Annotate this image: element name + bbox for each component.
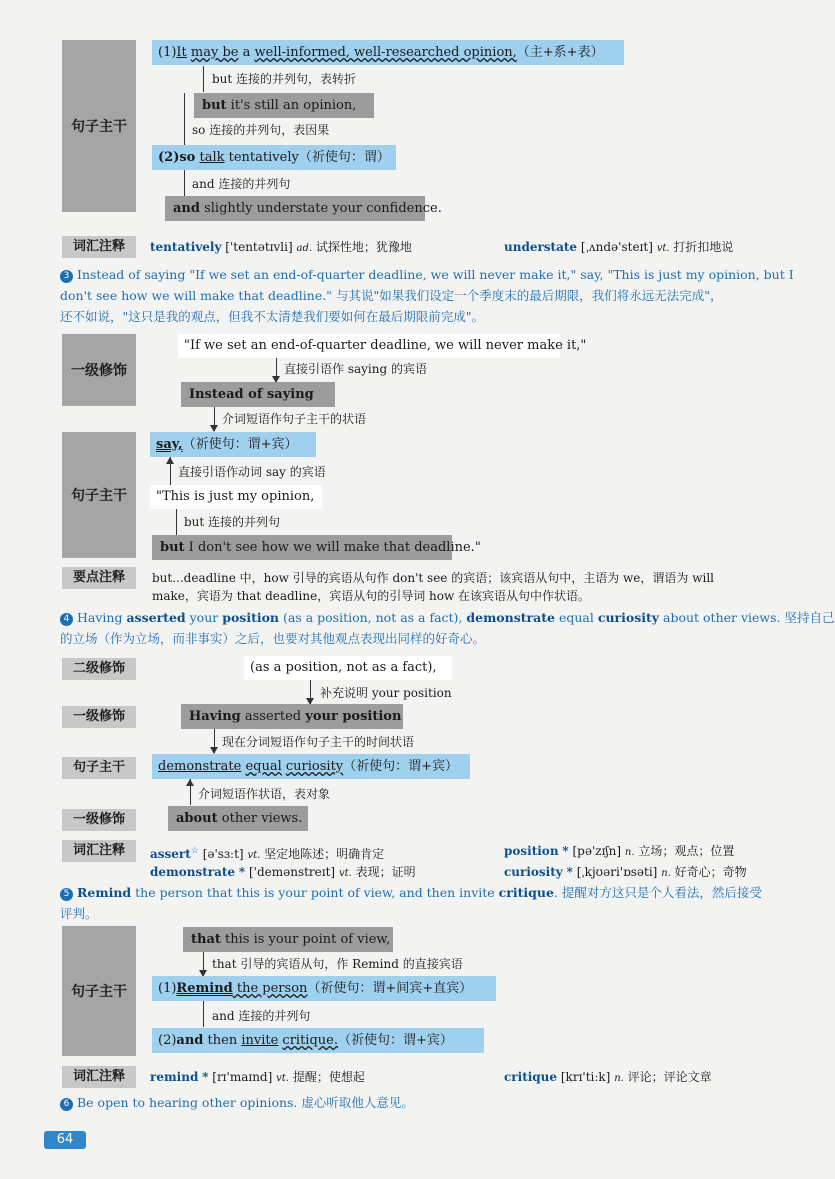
connector-line: [176, 509, 177, 535]
annotation: 补充说明 your position: [320, 686, 452, 700]
clause-but: but it's still an opinion,: [194, 93, 374, 118]
arrow: [186, 779, 194, 786]
annotation: and 连接的并列句: [212, 1009, 311, 1023]
annotation: 现在分词短语作句子主干的时间状语: [222, 735, 415, 749]
sentence-3: 3 Instead of saying "If we set an end-of-quarter deadline, we will never make it," say, "This is just my opinion, but I don't see how we will make that deadline." 与其说"如果我们设定一个季度末的最后期限，我们将永远无法完成"， 还不如说，"这只是我的观点，但我不太清楚我们要如何在最后期限前完成"。: [60, 267, 794, 324]
connector-line: [203, 1001, 204, 1027]
quote-clause: "This is just my opinion,: [150, 485, 322, 509]
subject-it: It: [176, 45, 187, 60]
annotation: but 连接的并列句，表转折: [212, 72, 357, 86]
vocab-entry: demonstrate * ['demənstreɪt] vt. 表现；证明: [150, 865, 416, 879]
vocab-entry: tentatively ['tentətɪvli] ad. 试探性地；犹豫地: [150, 240, 412, 254]
that-clause: that this is your point of view,: [183, 927, 393, 952]
connector-line: [184, 170, 185, 196]
level-label: 一级修饰: [62, 706, 136, 728]
vocab-entry: remind * [rɪ'maɪnd] vt. 提醒；使想起: [150, 1070, 365, 1084]
side-label: 句子主干: [62, 926, 136, 1056]
main-clause-1: (1)It may be a well-informed, well-researched opinion,（主+系+表）: [152, 40, 624, 65]
annotation: so 连接的并列句，表因果: [192, 123, 330, 137]
vocab-label: 词汇注释: [62, 840, 136, 862]
annotation: 直接引语作 saying 的宾语: [284, 362, 427, 376]
sentence-6: 6 Be open to hearing other opinions. 虚心听取他人意见。: [60, 1092, 414, 1113]
vocab-entry: curiosity * [ˌkjʊəri'ɒsəti] n. 好奇心；奇物: [504, 865, 747, 879]
keynote-text: but...deadline 中，how 引导的宾语从句作 don't see 的宾语；该宾语从句中，主语为 we，谓语为 will make，宾语为 that deadline，宾语从句的引导词 how 在该宾语从句中作状语。: [152, 571, 715, 603]
clause-and: and slightly understate your confidence.: [165, 196, 425, 221]
clause-but: but I don't see how we will make that deadline.": [152, 535, 452, 560]
main-clause-1: (1)Remind the person（祈使句：谓+间宾+直宾）: [152, 976, 496, 1001]
annotation: 直接引语作动词 say 的宾语: [178, 465, 326, 479]
page-number: 64: [44, 1131, 86, 1149]
level-label: 句子主干: [62, 757, 136, 779]
sentence-4: 4 Having asserted your position (as a position, not as a fact), demonstrate equal curiosity about other views. 坚持自己 的立场（作为立场，而非事实）之后，也要对其他观点表现出同样的好奇心。: [60, 610, 835, 646]
annotation: that 引导的宾语从句，作 Remind 的直接宾语: [212, 957, 463, 971]
vocab-entry: position * [pə'zɪʃn] n. 立场；观点；位置: [504, 844, 735, 858]
annotation: 介词短语作句子主干的状语: [222, 412, 367, 426]
vocab-entry: understate [ˌʌndə'steɪt] vt. 打折扣地说: [504, 240, 734, 254]
annotation: but 连接的并列句: [184, 515, 281, 529]
side-label: 句子主干: [62, 432, 136, 558]
main-say: say,（祈使句：谓+宾）: [150, 432, 316, 457]
main-clause-2: (2)so talk tentatively（祈使句：谓）: [152, 145, 396, 170]
arrow: [210, 425, 218, 432]
vocab-label: 词汇注释: [62, 236, 136, 258]
paren-clause: (as a position, not as a fact),: [244, 656, 452, 680]
level-label: 一级修饰: [62, 809, 136, 831]
keynote-label: 要点注释: [62, 567, 136, 589]
vocab-entry: critique [krɪ'tiːk] n. 评论；评论文章: [504, 1070, 712, 1084]
sentence-5: 5 Remind the person that this is your point of view, and then invite critique. 提醒对方这只是个人看法，然后接受 评判。: [60, 885, 762, 921]
vocab-label: 词汇注释: [62, 1066, 136, 1088]
having-clause: Having asserted your position: [181, 704, 403, 729]
quote-clause: "If we set an end-of-quarter deadline, we will never make it,": [178, 334, 560, 358]
main-demonstrate: demonstrate equal curiosity（祈使句：谓+宾）: [152, 754, 470, 779]
vocab-entry: assert☆ [ə'sɜːt] vt. 坚定地陈述；明确肯定: [150, 846, 385, 861]
annotation: 介词短语作状语，表对象: [198, 787, 331, 801]
instead-of-saying: Instead of saying: [181, 382, 335, 407]
arrow: [210, 747, 218, 754]
side-label: 一级修饰: [62, 334, 136, 406]
sentence-number: 3: [60, 270, 73, 283]
arrow: [166, 457, 174, 464]
level-label: 二级修饰: [62, 658, 136, 680]
main-clause-2: (2)and then invite critique.（祈使句：谓+宾）: [152, 1028, 484, 1053]
sentence-number: 4: [60, 613, 73, 626]
connector-line: [184, 93, 185, 145]
annotation: and 连接的并列句: [192, 177, 291, 191]
side-label: 句子主干: [62, 40, 136, 212]
sentence-number: 5: [60, 888, 73, 901]
about-clause: about other views.: [168, 806, 308, 831]
connector-line: [203, 66, 204, 92]
sentence-number: 6: [60, 1098, 73, 1111]
